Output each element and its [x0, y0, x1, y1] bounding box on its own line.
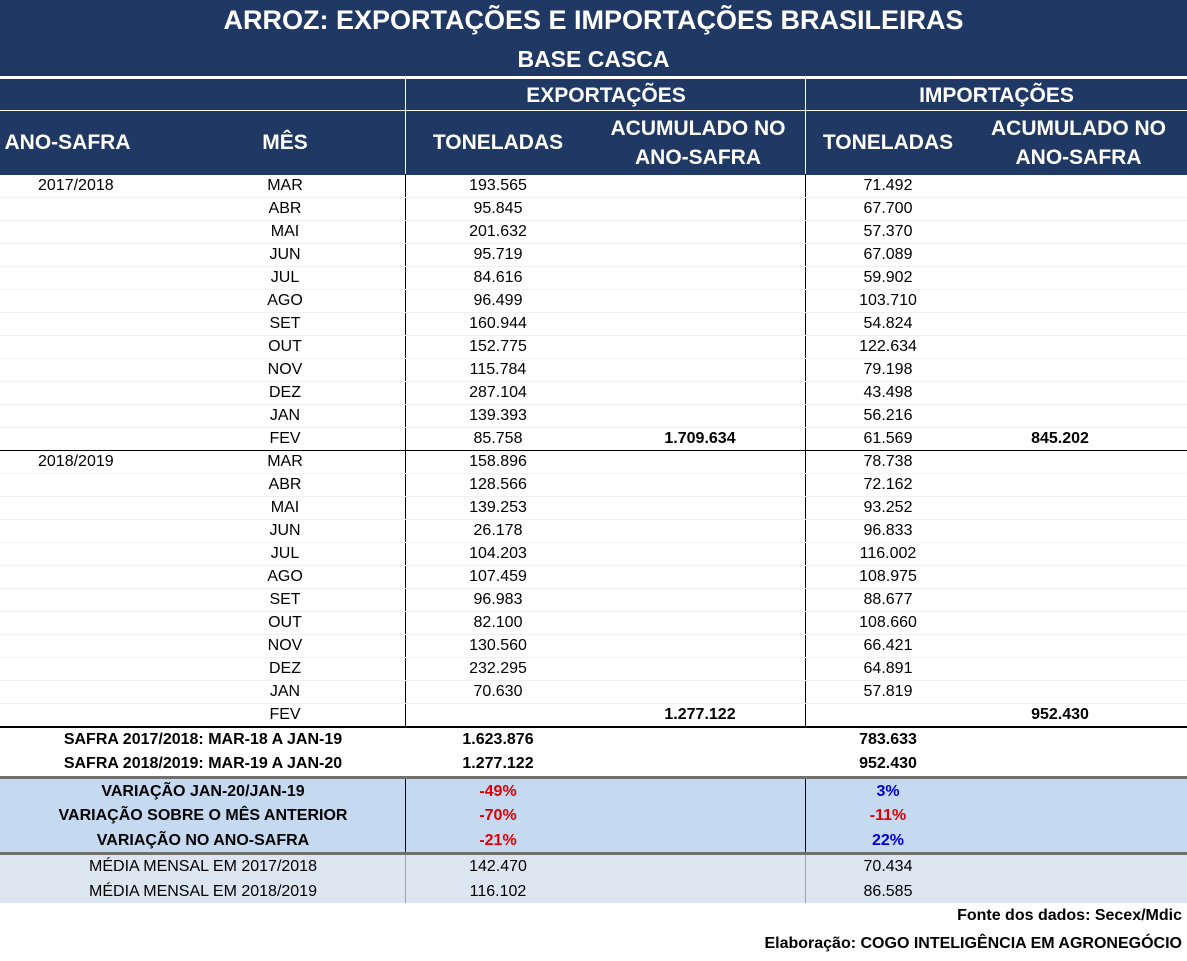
column-header [0, 110, 1187, 175]
table-row [0, 427, 1187, 450]
table-row [0, 404, 1187, 427]
month-cell: NOV [267, 637, 303, 654]
month-cell: ABR [268, 200, 302, 217]
summary-row [0, 728, 1187, 751]
imp-tonnes-cell: 57.370 [863, 223, 913, 240]
exp-tonnes-cell: 128.566 [469, 476, 527, 493]
exp-tonnes-cell: 160.944 [469, 315, 527, 332]
table-row [0, 657, 1187, 680]
variation-row [0, 829, 1187, 853]
col-exp-toneladas: TONELADAS [432, 131, 564, 154]
variation-label: VARIAÇÃO JAN-20/JAN-19 [101, 783, 305, 800]
table-row [0, 473, 1187, 496]
exp-tonnes-cell: 232.295 [469, 660, 527, 677]
summary-imp: 952.430 [859, 755, 917, 772]
table-row [0, 611, 1187, 634]
table-subtitle: BASE CASCA [0, 38, 1187, 76]
average-exp: 116.102 [469, 883, 527, 900]
month-cell: ABR [268, 476, 302, 493]
variation-imp: -11% [869, 807, 907, 824]
month-cell: DEZ [269, 384, 301, 401]
average-imp: 70.434 [863, 858, 913, 875]
variation-imp: 3% [876, 783, 900, 800]
table-row [0, 542, 1187, 565]
ano-safra-cell: 2018/2019 [38, 453, 114, 470]
table-row [0, 197, 1187, 220]
average-row [0, 880, 1187, 904]
imp-tonnes-cell: 96.833 [863, 522, 913, 539]
month-cell: JUL [270, 269, 300, 286]
imp-tonnes-cell: 66.421 [863, 637, 913, 654]
imp-tonnes-cell: 54.824 [863, 315, 913, 332]
table-row [0, 450, 1187, 473]
exp-tonnes-cell: 201.632 [469, 223, 527, 240]
col-imp-toneladas: TONELADAS [822, 131, 954, 154]
month-cell: MAR [267, 453, 303, 470]
group-imports: IMPORTAÇÕES [919, 84, 1074, 107]
month-cell: JUN [269, 522, 301, 539]
table-row [0, 220, 1187, 243]
exp-tonnes-cell: 95.845 [473, 200, 523, 217]
imp-tonnes-cell: 79.198 [863, 361, 913, 378]
month-cell: AGO [267, 568, 303, 585]
exp-tonnes-cell: 96.499 [473, 292, 523, 309]
table-row [0, 703, 1187, 726]
exp-tonnes-cell: 95.719 [473, 246, 523, 263]
table-row [0, 312, 1187, 335]
col-exp-acumulado-1: ACUMULADO NO [610, 117, 786, 140]
table-title: ARROZ: EXPORTAÇÕES E IMPORTAÇÕES BRASILEIRAS [0, 0, 1187, 38]
exp-tonnes-cell: 70.630 [473, 683, 523, 700]
month-cell: MAI [270, 223, 300, 240]
exp-tonnes-cell: 82.100 [473, 614, 523, 631]
exp-tonnes-cell: 152.775 [469, 338, 527, 355]
col-ano-safra: ANO-SAFRA [4, 131, 131, 154]
table-row [0, 335, 1187, 358]
exp-tonnes-cell: 287.104 [469, 384, 527, 401]
imp-tonnes-cell: 122.634 [859, 338, 917, 355]
table-row [0, 174, 1187, 197]
exp-tonnes-cell: 84.616 [473, 269, 523, 286]
summary-label: SAFRA 2018/2019: MAR-19 A JAN-20 [63, 755, 343, 772]
month-cell: JAN [269, 683, 301, 700]
month-cell: MAI [270, 499, 300, 516]
average-label: MÉDIA MENSAL EM 2018/2019 [89, 883, 317, 900]
average-exp: 142.470 [469, 858, 527, 875]
month-cell: SET [269, 315, 301, 332]
imp-tonnes-cell: 67.700 [863, 200, 913, 217]
month-cell: JAN [269, 407, 301, 424]
imp-accum-cell: 952.430 [1031, 706, 1089, 723]
exp-tonnes-cell: 115.784 [469, 361, 527, 378]
imp-tonnes-cell: 93.252 [863, 499, 913, 516]
table-row [0, 565, 1187, 588]
average-band [0, 855, 1187, 903]
source-note: Fonte dos dados: Secex/Mdic [957, 907, 1182, 924]
imp-tonnes-cell: 103.710 [859, 292, 917, 309]
table-row [0, 358, 1187, 381]
table-row [0, 680, 1187, 703]
average-imp: 86.585 [863, 883, 913, 900]
summary-exp: 1.277.122 [462, 755, 534, 772]
col-imp-acumulado-1: ACUMULADO NO [991, 117, 1166, 140]
exp-tonnes-cell: 85.758 [473, 430, 523, 447]
average-label: MÉDIA MENSAL EM 2017/2018 [89, 858, 317, 875]
variation-exp: -21% [479, 832, 517, 849]
summary-row [0, 752, 1187, 775]
month-cell: SET [269, 591, 301, 608]
table-row [0, 289, 1187, 312]
imp-tonnes-cell: 108.975 [859, 568, 917, 585]
imp-tonnes-cell: 64.891 [863, 660, 913, 677]
table-row [0, 588, 1187, 611]
summary-imp: 783.633 [859, 731, 917, 748]
imp-tonnes-cell: 43.498 [863, 384, 913, 401]
month-cell: JUN [269, 246, 301, 263]
average-row [0, 855, 1187, 879]
ano-safra-cell: 2017/2018 [38, 177, 114, 194]
imp-tonnes-cell: 67.089 [863, 246, 913, 263]
imp-tonnes-cell: 116.002 [859, 545, 917, 562]
exp-tonnes-cell: 193.565 [469, 177, 527, 194]
imp-tonnes-cell: 108.660 [859, 614, 917, 631]
variation-imp: 22% [871, 832, 905, 849]
col-exp-acumulado-2: ANO-SAFRA [635, 146, 761, 169]
exp-tonnes-cell: 139.393 [469, 407, 527, 424]
exp-tonnes-cell: 158.896 [469, 453, 527, 470]
exp-tonnes-cell: 130.560 [469, 637, 527, 654]
imp-tonnes-cell: 71.492 [863, 177, 913, 194]
variation-label: VARIAÇÃO NO ANO-SAFRA [96, 832, 310, 849]
month-cell: OUT [268, 338, 302, 355]
exp-tonnes-cell: 107.459 [469, 568, 527, 585]
month-cell: FEV [269, 430, 301, 447]
summary-band [0, 728, 1187, 776]
imp-accum-cell: 845.202 [1031, 430, 1089, 447]
exp-tonnes-cell: 96.983 [473, 591, 523, 608]
month-cell: NOV [267, 361, 303, 378]
table-row [0, 634, 1187, 657]
table-row [0, 381, 1187, 404]
variation-label: VARIAÇÃO SOBRE O MÊS ANTERIOR [58, 807, 348, 824]
variation-row [0, 780, 1187, 804]
exp-tonnes-cell: 26.178 [473, 522, 523, 539]
summary-exp: 1.623.876 [462, 731, 534, 748]
month-cell: MAR [267, 177, 303, 194]
table-row [0, 266, 1187, 289]
table-row [0, 496, 1187, 519]
month-cell: OUT [268, 614, 302, 631]
month-cell: AGO [267, 292, 303, 309]
variation-row [0, 804, 1187, 828]
variation-band [0, 779, 1187, 852]
group-exports: EXPORTAÇÕES [526, 84, 686, 107]
exp-tonnes-cell: 104.203 [469, 545, 527, 562]
imp-tonnes-cell: 61.569 [863, 430, 913, 447]
summary-label: SAFRA 2017/2018: MAR-18 A JAN-19 [63, 731, 343, 748]
column-group-header [0, 77, 1187, 112]
col-mes: MÊS [262, 131, 308, 154]
variation-exp: -70% [479, 807, 517, 824]
credit-note: Elaboração: COGO INTELIGÊNCIA EM AGRONEGÓCIO [764, 935, 1182, 952]
variation-exp: -49% [479, 783, 517, 800]
month-cell: DEZ [269, 660, 301, 677]
imp-tonnes-cell: 88.677 [863, 591, 913, 608]
exp-accum-cell: 1.709.634 [664, 430, 736, 447]
exp-tonnes-cell: 139.253 [469, 499, 527, 516]
imp-tonnes-cell: 59.902 [863, 269, 913, 286]
month-cell: JUL [270, 545, 300, 562]
month-cell: FEV [269, 706, 301, 723]
imp-tonnes-cell: 56.216 [863, 407, 913, 424]
table-row [0, 519, 1187, 542]
imp-tonnes-cell: 72.162 [863, 476, 913, 493]
exp-accum-cell: 1.277.122 [664, 706, 736, 723]
table-row [0, 243, 1187, 266]
imp-tonnes-cell: 57.819 [863, 683, 913, 700]
col-imp-acumulado-2: ANO-SAFRA [1015, 146, 1142, 169]
imp-tonnes-cell: 78.738 [863, 453, 913, 470]
